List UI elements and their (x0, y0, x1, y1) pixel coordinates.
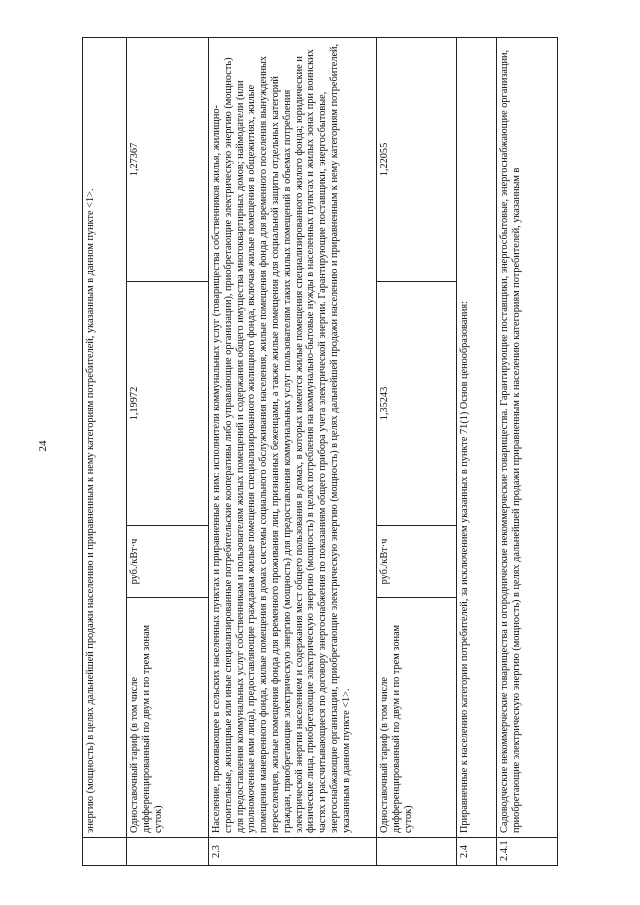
row-number: 2.4.1 (497, 838, 558, 866)
row-text: Приравненные к населению категории потребителей, за исключением указанных в пункте 71(1) Основ ценообразования: (457, 38, 497, 838)
tariff-value-2: 1,22055 (377, 38, 457, 282)
tariff-label: Одноставочный тариф (в том числе дифференцированный по двум и по трем зонам суток) (127, 598, 209, 838)
table-row (83, 38, 127, 866)
tariff-table (82, 37, 558, 866)
row-text: Садоводческие некоммерческие товарищества и огороднические некоммерческие товарищества. Гарантирующие поставщики, энергосбытовые, энергоснабжающие организации, приобретающие электрическую энергию (мощность) в целях дальнейшей продажи приравненным к населению категориям потребителей, указанным в (497, 38, 558, 838)
row-number: 2.3 (209, 838, 377, 866)
row-number: 2.4 (457, 838, 497, 866)
tariff-value-1: 1,35243 (377, 282, 457, 526)
row-text: Население, проживающее в сельских населенных пунктах и приравненные к ним: исполнители коммунальных услуг (товарищества собственников жилья, жилищно-строительные, жилищные или иные специализированные потребительские кооперативы либо управляющие организации), приобретающие электрическую энергию (мощность) для предоставления коммунальных услуг собственникам и пользователям жилых помещений и содержания общего имущества многоквартирных домов; наймодатели (или уполномоченные ими лица), предоставляющие гражданам жилые помещения специализированного жилищного фонда, включая жилые помещения в общежитиях, жилые помещения маневренного фонда, жилые помещения в домах системы социального обслуживания населения, жилые помещения фонда для временного поселения вынужденных переселенцев, жилые помещения фонда для временного проживания лиц, признанных беженцами, а также жилые помещения для социальной защиты отдельных категорий граждан, приобретающие электрическую энергию (мощность) для предоставления коммунальных услуг пользователям таких жилых помещений в объемах потребления электрической энергии населением и содержания мест общего пользования в домах, в которых имеются жилые помещения специализированного жилого фонда; юридические и физические лица, приобретающие электрическую энергию (мощность) в целях потребления на коммунально-бытовые нужды в населенных пунктах и жилых зонах при воинских частях и рассчитывающиеся по договору энергоснабжения по показаниям общего прибора учета электрической энергии. Гарантирующие поставщики, энергосбытовые, энергоснабжающие организации, приобретающие электрическую энергию (мощность) в целях дальнейшей продажи населению и приравненным к нему категориям потребителей, указанным в данном пункте <1>. (209, 38, 377, 838)
tariff-unit: руб./кВт·ч (127, 526, 209, 598)
table-row (497, 38, 558, 866)
page-number: 24 (37, 440, 49, 452)
row-text-top: энергию (мощность) в целях дальнейшей продажи населению и приравненным к нему категориям потребителей, указанным в данном пункте <1>. (83, 38, 127, 838)
table-row (377, 38, 457, 866)
table-row (457, 38, 497, 866)
tariff-label: Одноставочный тариф (в том числе дифференцированный по двум и по трем зонам суток) (377, 598, 457, 838)
tariff-table-rotated (82, 38, 557, 866)
tariff-value-2: 1,27367 (127, 38, 209, 282)
table-row (127, 38, 209, 866)
tariff-unit: руб./кВт·ч (377, 526, 457, 598)
table-row (209, 38, 377, 866)
tariff-value-1: 1,19972 (127, 282, 209, 526)
